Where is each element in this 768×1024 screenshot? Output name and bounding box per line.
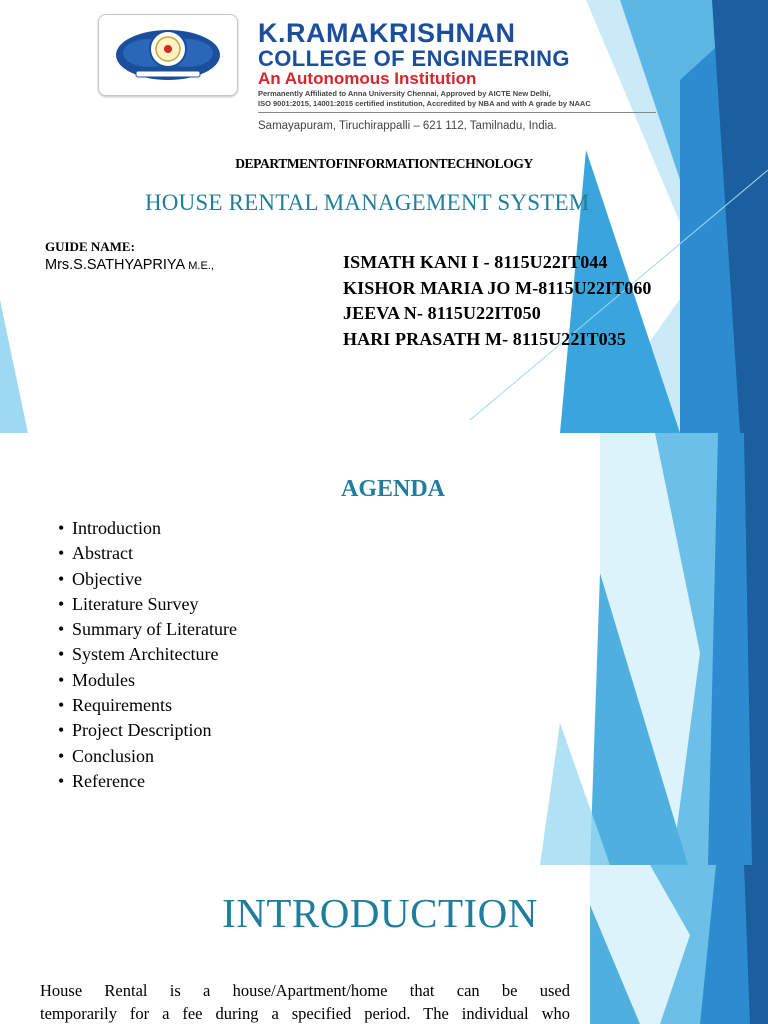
agenda-item: • System Architecture: [58, 644, 219, 665]
college-address: Samayapuram, Tiruchirappalli – 621 112, Tamilnadu, India.: [258, 120, 557, 132]
guide-name-text: Mrs.S.SATHYAPRIYA: [45, 257, 186, 273]
college-name: K.RAMAKRISHNAN: [258, 18, 516, 48]
introduction-title: INTRODUCTION: [222, 890, 538, 936]
agenda-item: • Requirements: [58, 695, 172, 716]
college-emblem-icon: [99, 15, 237, 95]
department-heading: DEPARTMENTOFINFORMATIONTECHNOLOGY: [235, 156, 533, 171]
team-member: KISHOR MARIA JO M-8115U22IT060: [343, 277, 652, 298]
guide-degree: M.E.,: [185, 260, 214, 272]
agenda-item: • Objective: [58, 568, 142, 589]
college-logo: [98, 14, 238, 96]
title-slide: [0, 0, 768, 433]
agenda-item: • Modules: [58, 669, 135, 690]
agenda-item: • Reference: [58, 770, 145, 791]
agenda-item: • Abstract: [58, 543, 133, 564]
affiliation-line-1: Permanently Affiliated to Anna University Chennai, Approved by AICTE New Delhi,: [258, 89, 551, 98]
introduction-line-2: temporarily for a fee during a specified period. The individual who: [40, 1003, 570, 1023]
agenda-item: • Introduction: [58, 518, 161, 538]
team-member: ISMATH KANI I - 8115U22IT044: [343, 252, 608, 272]
team-members-list: [343, 250, 652, 352]
header-divider: [258, 112, 656, 113]
agenda-item: • Conclusion: [58, 745, 155, 766]
agenda-list: [58, 516, 237, 794]
agenda-title: AGENDA: [340, 476, 445, 502]
agenda-item: • Literature Survey: [58, 593, 199, 614]
introduction-line-1: House Rental is a house/Apartment/home that can be used: [40, 981, 570, 1000]
team-member: JEEVA N- 8115U22IT050: [343, 303, 541, 323]
introduction-slide: [0, 865, 768, 1024]
guide-name: [45, 257, 214, 273]
college-subtitle: COLLEGE OF ENGINEERING: [258, 46, 570, 71]
autonomous-label: An Autonomous Institution: [258, 69, 477, 88]
project-title: HOUSE RENTAL MANAGEMENT SYSTEM: [145, 190, 590, 215]
guide-label: GUIDE NAME:: [45, 239, 135, 254]
agenda-slide: [0, 433, 768, 865]
agenda-item: • Summary of Literature: [58, 619, 237, 640]
agenda-item: • Project Description: [58, 720, 212, 741]
affiliation-line-2: ISO 9001:2015, 14001:2015 certified institution, Accredited by NBA and with A grade by NAAC: [258, 99, 591, 108]
team-member: HARI PRASATH M- 8115U22IT035: [343, 328, 626, 349]
